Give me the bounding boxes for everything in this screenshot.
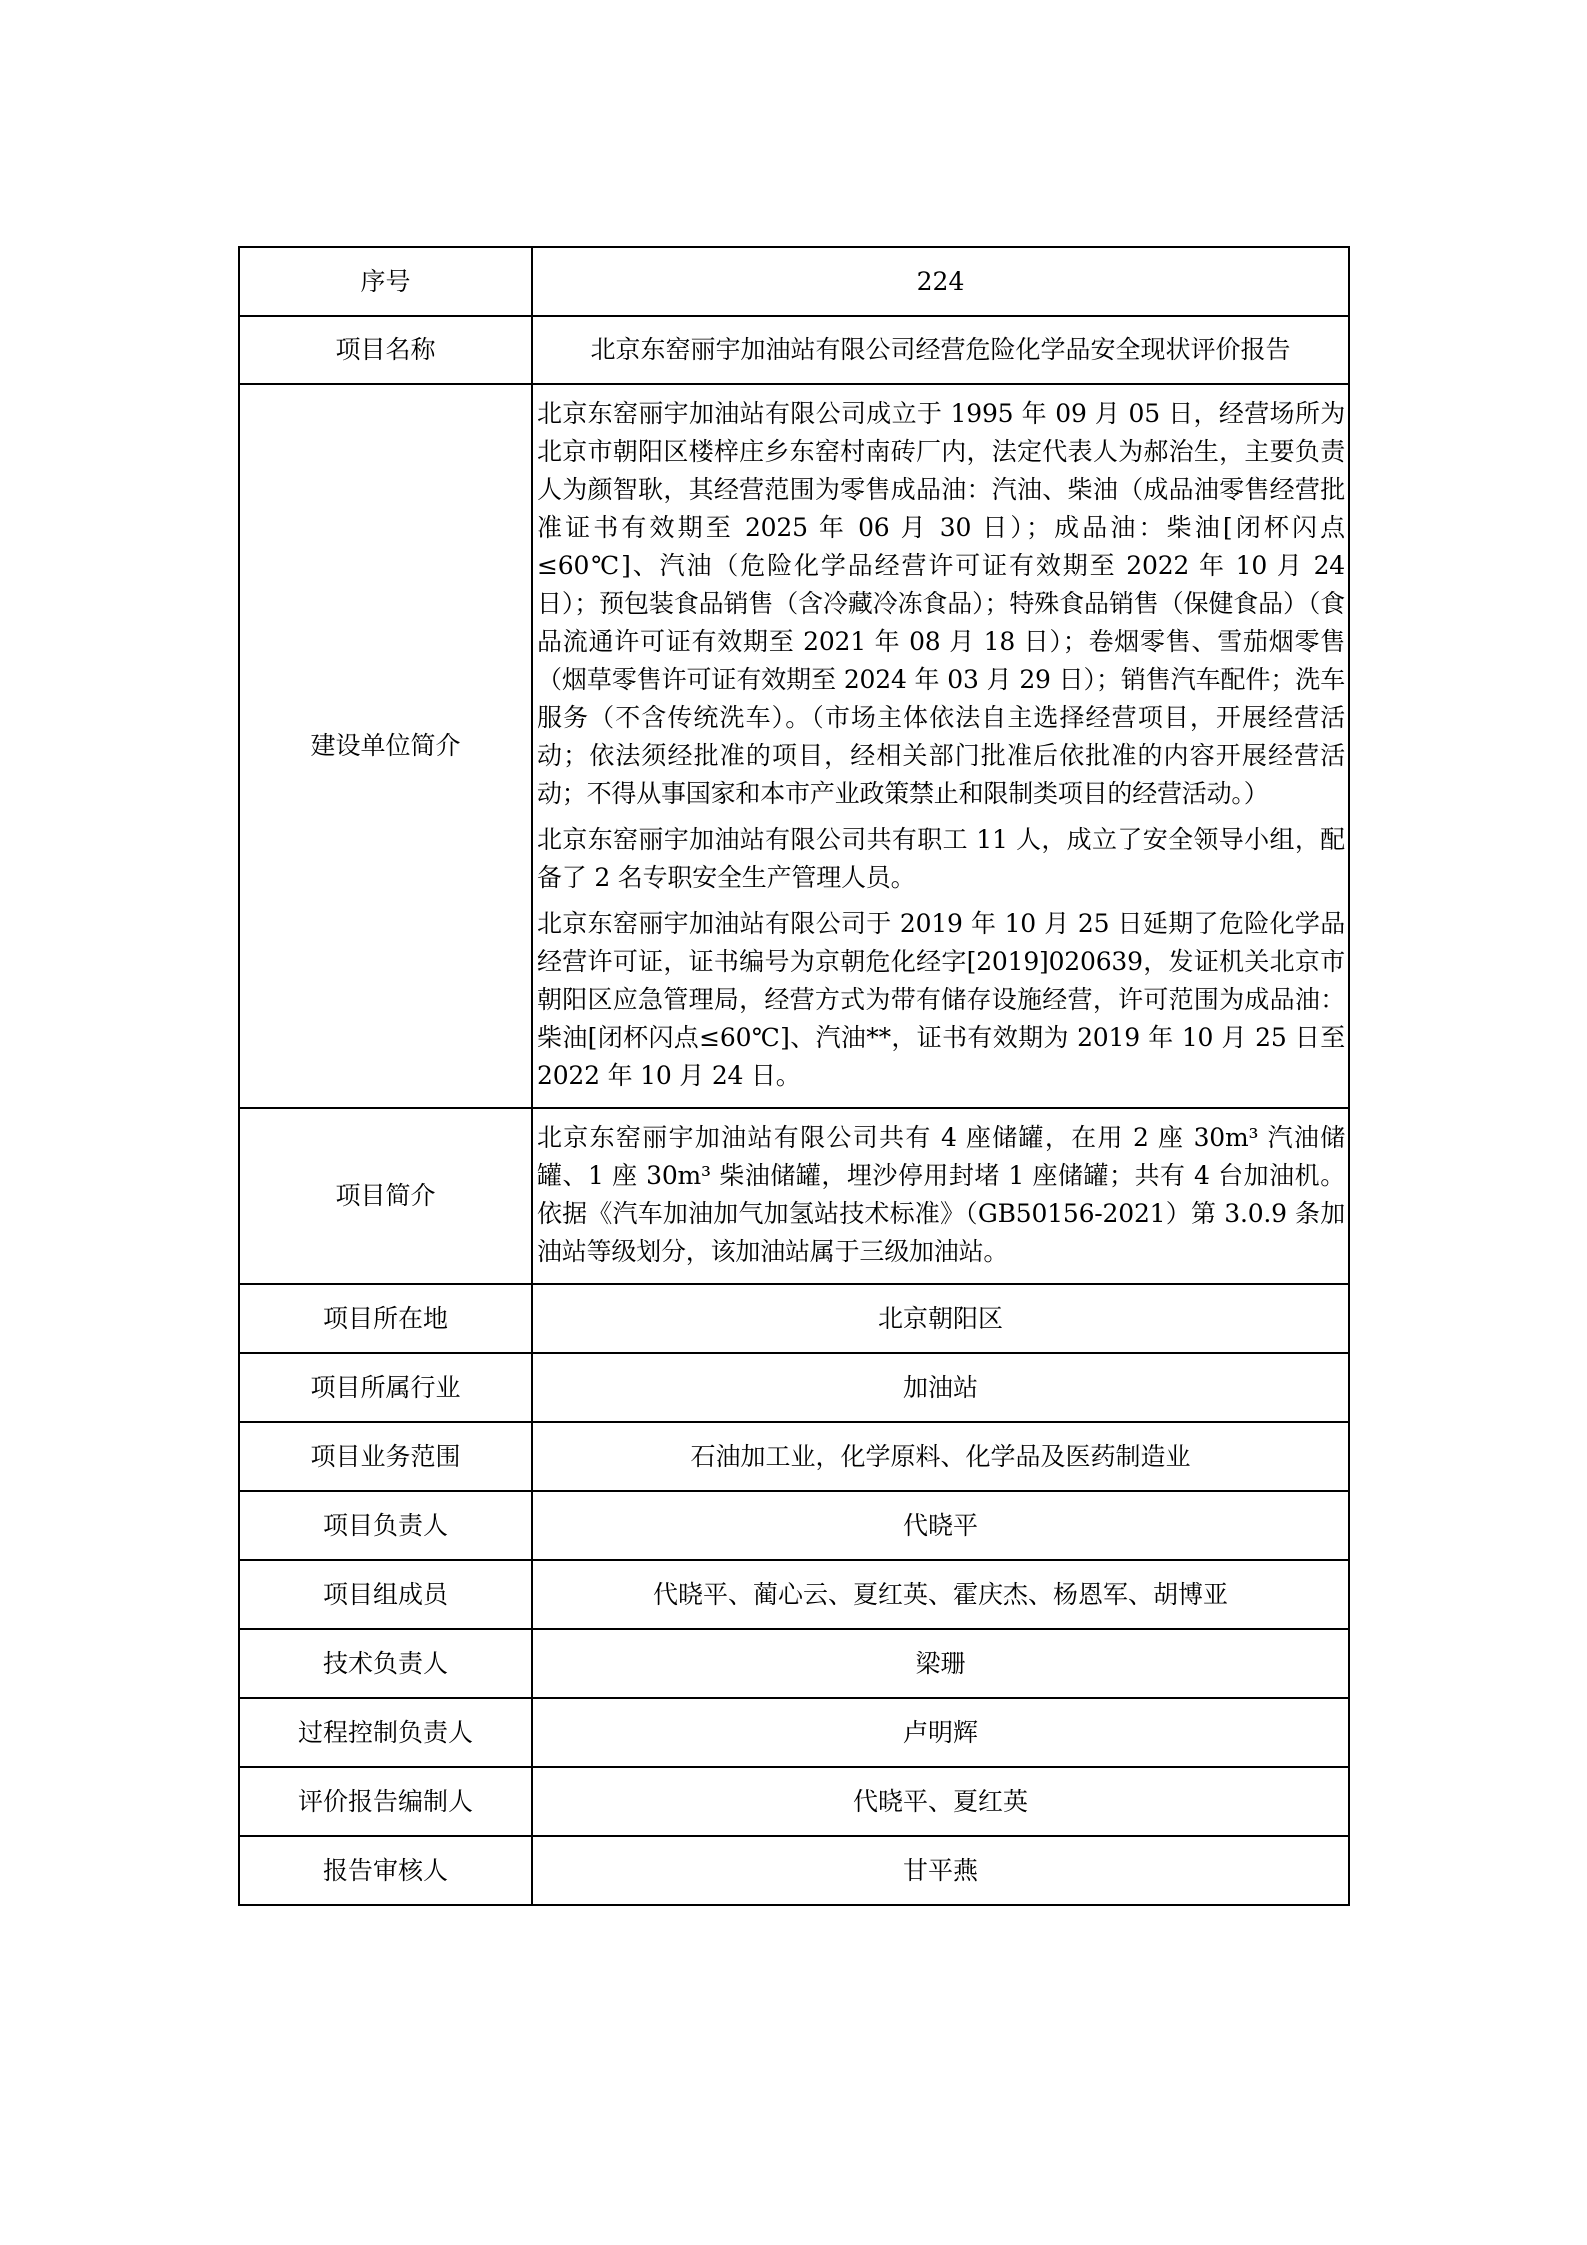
project-intro-label: 项目简介 xyxy=(239,1108,532,1284)
row-project-name xyxy=(239,316,1349,384)
row-project-intro xyxy=(239,1108,1349,1284)
project-lead-label: 项目负责人 xyxy=(239,1491,532,1560)
row-report-author xyxy=(239,1767,1349,1836)
report-reviewer-value: 甘平燕 xyxy=(532,1836,1349,1905)
project-intro-paragraph-1: 北京东窑丽宇加油站有限公司共有 4 座储罐，在用 2 座 30m³ 汽油储罐、1 座 30m³ 柴油储罐，埋沙停用封堵 1 座储罐；共有 4 台加油机。依据《汽车加油加气加氢站技术标准》（GB50156-2021）第 3.0.9 条加油站等级划分，该加油站属于三级加油站。 xyxy=(537,1123,1345,1266)
row-project-lead xyxy=(239,1491,1349,1560)
process-control-lead-label: 过程控制负责人 xyxy=(239,1698,532,1767)
row-report-reviewer xyxy=(239,1836,1349,1905)
row-location xyxy=(239,1284,1349,1353)
row-team-members xyxy=(239,1560,1349,1629)
project-intro-value xyxy=(532,1108,1349,1284)
project-name-value: 北京东窑丽宇加油站有限公司经营危险化学品安全现状评价报告 xyxy=(532,316,1349,384)
company-intro-paragraph-2: 北京东窑丽宇加油站有限公司共有职工 11 人，成立了安全领导小组，配备了 2 名专职安全生产管理人员。 xyxy=(537,825,1345,892)
business-scope-value: 石油加工业，化学原料、化学品及医药制造业 xyxy=(532,1422,1349,1491)
project-name-label: 项目名称 xyxy=(239,316,532,384)
industry-value: 加油站 xyxy=(532,1353,1349,1422)
company-intro-paragraph-1: 北京东窑丽宇加油站有限公司成立于 1995 年 09 月 05 日，经营场所为北京市朝阳区楼梓庄乡东窑村南砖厂内，法定代表人为郝治生，主要负责人为颜智耿，其经营范围为零售成品油：汽油、柴油（成品油零售经营批准证书有效期至 2025 年 06 月 30 日）；成品油：柴油[闭杯闪点≤60℃]、汽油（危险化学品经营许可证有效期至 2022 年 10 月 24 日）；预包装食品销售（含冷藏冷冻食品）；特殊食品销售（保健食品）（食品流通许可证有效期至 2021 年 08 月 18 日）；卷烟零售、雪茄烟零售（烟草零售许可证有效期至 2024 年 03 月 29 日）；销售汽车配件；洗车服务（不含传统洗车）。（市场主体依法自主选择经营项目，开展经营活动；依法须经批准的项目，经相关部门批准后依批准的内容开展经营活动；不得从事国家和本市产业政策禁止和限制类项目的经营活动。） xyxy=(537,399,1345,808)
business-scope-label: 项目业务范围 xyxy=(239,1422,532,1491)
process-control-lead-value: 卢明辉 xyxy=(532,1698,1349,1767)
location-label: 项目所在地 xyxy=(239,1284,532,1353)
report-reviewer-label: 报告审核人 xyxy=(239,1836,532,1905)
project-lead-value: 代晓平 xyxy=(532,1491,1349,1560)
row-company-intro xyxy=(239,384,1349,1108)
location-value: 北京朝阳区 xyxy=(532,1284,1349,1353)
team-members-label: 项目组成员 xyxy=(239,1560,532,1629)
report-author-value: 代晓平、夏红英 xyxy=(532,1767,1349,1836)
tech-lead-label: 技术负责人 xyxy=(239,1629,532,1698)
industry-label: 项目所属行业 xyxy=(239,1353,532,1422)
serial-label: 序号 xyxy=(239,247,532,316)
project-info-table xyxy=(238,246,1350,1906)
row-industry xyxy=(239,1353,1349,1422)
row-serial xyxy=(239,247,1349,316)
serial-value: 224 xyxy=(532,247,1349,316)
company-intro-label: 建设单位简介 xyxy=(239,384,532,1108)
report-author-label: 评价报告编制人 xyxy=(239,1767,532,1836)
row-business-scope xyxy=(239,1422,1349,1491)
company-intro-value xyxy=(532,384,1349,1108)
company-intro-paragraph-3: 北京东窑丽宇加油站有限公司于 2019 年 10 月 25 日延期了危险化学品经营许可证，证书编号为京朝危化经字[2019]020639，发证机关北京市朝阳区应急管理局，经营方式为带有储存设施经营，许可范围为成品油：柴油[闭杯闪点≤60℃]、汽油**，证书有效期为 2019 年 10 月 25 日至 2022 年 10 月 24 日。 xyxy=(537,909,1345,1090)
row-process-control-lead xyxy=(239,1698,1349,1767)
row-tech-lead xyxy=(239,1629,1349,1698)
tech-lead-value: 梁珊 xyxy=(532,1629,1349,1698)
team-members-value: 代晓平、蔺心云、夏红英、霍庆杰、杨恩军、胡博亚 xyxy=(532,1560,1349,1629)
